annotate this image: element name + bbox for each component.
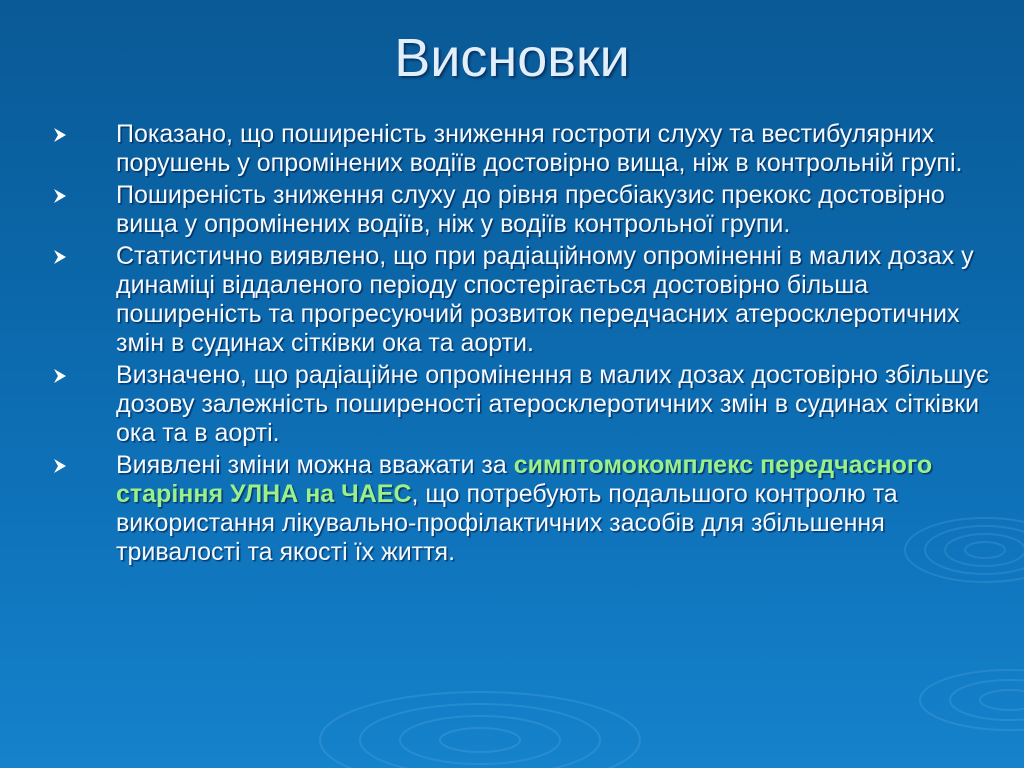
bullet-text: Поширеність зниження слуху до рівня пресбіакузис прекокс достовірно вища у опромінених водіїв, ніж у водіїв контрольної групи. bbox=[116, 181, 945, 238]
bullet-text-after: , що потребують подальшого контролю та використання лікувально-профілактичних засобів для збільшення тривалості та якості їх життя. bbox=[116, 480, 898, 566]
bullet-item bbox=[46, 242, 1006, 358]
bullet-text: Показано, що поширеність зниження гостроти слуху та вестибулярних порушень у опромінених водіїв достовірно вища, ніж в контрольній групі. bbox=[116, 120, 963, 177]
arrowhead-bullet-icon bbox=[52, 368, 68, 384]
slide-title: Висновки bbox=[394, 28, 630, 88]
arrowhead-bullet-icon bbox=[52, 188, 68, 204]
bullet-item bbox=[46, 361, 1006, 448]
arrowhead-bullet-icon bbox=[52, 127, 68, 143]
bullet-text: Визначено, що радіаційне опромінення в малих дозах достовірно збільшує дозову залежність поширеності атеросклеротичних змін в судинах сітківки ока та в аорті. bbox=[116, 361, 989, 447]
bullet-text: Статистично виявлено, що при радіаційному опроміненні в малих дозах у динаміці віддаленого періоду спостерігається достовірно більша поширеність та прогресуючий розвиток передчасних атеросклеротичних змін в судинах сітківки ока та аорти. bbox=[116, 242, 974, 357]
bullet-item bbox=[46, 181, 1006, 239]
arrowhead-bullet-icon bbox=[52, 249, 68, 265]
highlighted-phrase: симптомокомплекс передчасного старіння УЛНА на ЧАЕС bbox=[116, 451, 933, 508]
bullet-list bbox=[46, 120, 1006, 570]
bullet-item bbox=[46, 120, 1006, 178]
arrowhead-bullet-icon bbox=[52, 458, 68, 474]
bullet-item bbox=[46, 451, 1006, 567]
bullet-text-before: Виявлені зміни можна вважати за bbox=[116, 451, 514, 479]
